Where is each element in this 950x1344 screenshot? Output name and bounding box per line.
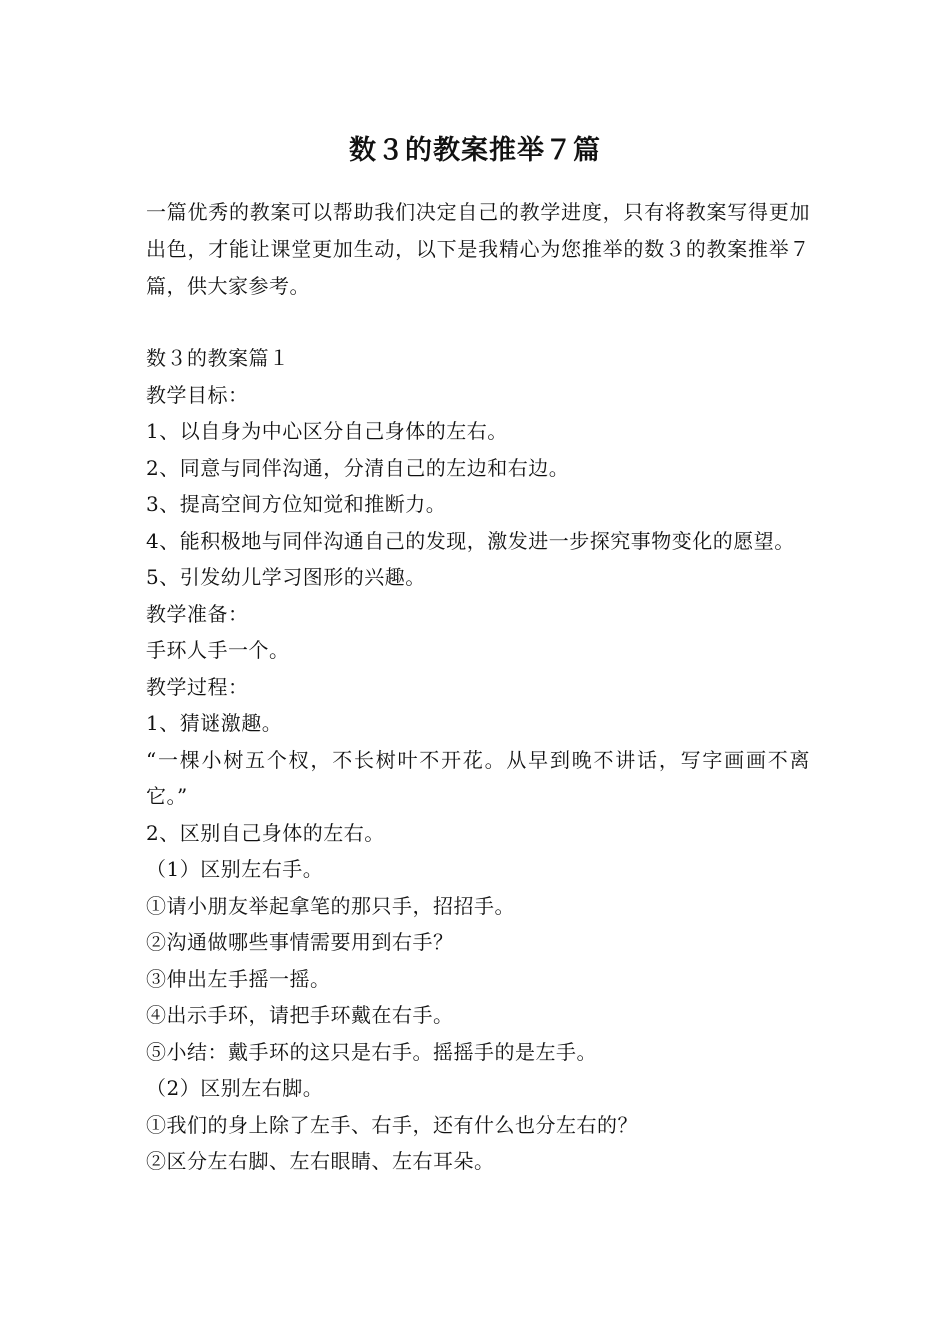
body-line: ②区分左右脚、左右眼睛、左右耳朵。 bbox=[146, 1149, 495, 1173]
body-line: ①我们的身上除了左手、右手，还有什么也分左右的？ bbox=[146, 1112, 638, 1137]
body-line: 4、能积极地与同伴沟通自己的发现，激发进一步探究事物变化的愿望。 bbox=[146, 528, 795, 553]
body-line: 1、以自身为中心区分自己身体的左右。 bbox=[146, 419, 508, 443]
body-line: “一棵小树五个杈，不长树叶不开花。从早到晚不讲话，写字画画不离它。” bbox=[146, 747, 810, 808]
intro-paragraph: 一篇优秀的教案可以帮助我们决定自己的教学进度，只有将教案写得更加出色，才能让课堂更加生动，以下是我精心为您推举的数３的教案推举７篇，供大家参考。 bbox=[146, 200, 810, 298]
body-line: 手环人手一个。 bbox=[146, 638, 290, 662]
body-line: 2、区别自己身体的左右。 bbox=[146, 820, 385, 845]
body-line: 教学准备： bbox=[146, 601, 249, 626]
body-line: 1、猜谜激趣。 bbox=[146, 711, 283, 735]
body-line: ⑤小结：戴手环的这只是右手。摇摇手的是左手。 bbox=[146, 1039, 597, 1064]
body-line: 教学过程： bbox=[146, 674, 249, 699]
section-heading: 数３的教案篇１ bbox=[146, 346, 290, 370]
body-line: ②沟通做哪些事情需要用到右手？ bbox=[146, 930, 454, 954]
body-line: （2）区别左右脚。 bbox=[146, 1076, 324, 1100]
body-line: 5、引发幼儿学习图形的兴趣。 bbox=[146, 565, 426, 589]
body-line: ④出示手环，请把手环戴在右手。 bbox=[146, 1003, 454, 1027]
body-line: 3、提高空间方位知觉和推断力。 bbox=[146, 492, 447, 516]
document-title: 数３的教案推举７篇 bbox=[349, 135, 601, 166]
body-line: 2、同意与同伴沟通，分清自己的左边和右边。 bbox=[146, 455, 570, 480]
body-line: （1）区别左右手。 bbox=[146, 857, 324, 881]
document-body bbox=[146, 340, 810, 1180]
body-line: ①请小朋友举起拿笔的那只手，招招手。 bbox=[146, 893, 515, 918]
body-line: ③伸出左手摇一摇。 bbox=[146, 966, 331, 991]
body-line: 教学目标： bbox=[146, 382, 249, 407]
